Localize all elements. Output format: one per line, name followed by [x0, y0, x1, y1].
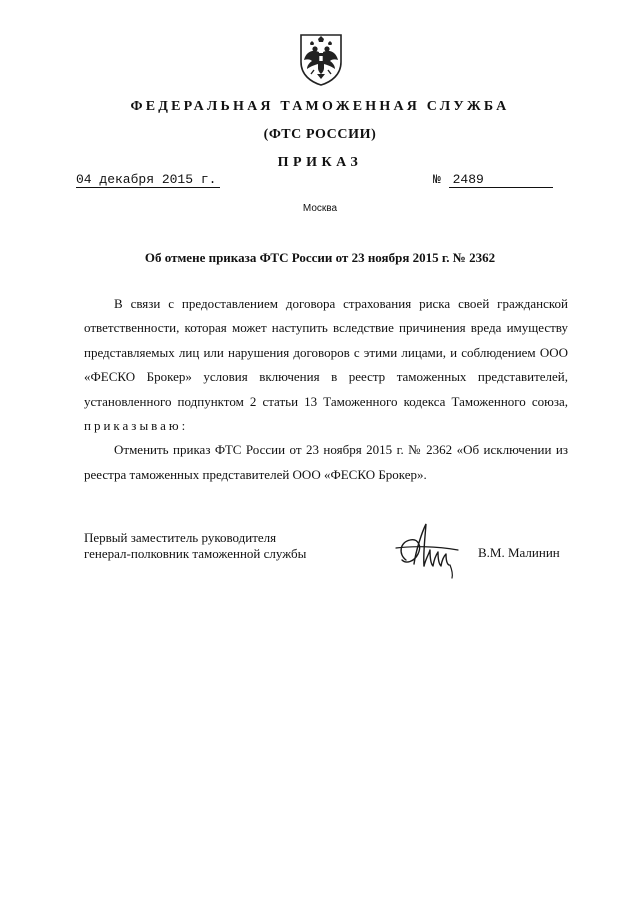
body-paragraph-1 — [84, 292, 568, 438]
body-paragraph-1-text: В связи с предоставлением договора страхования риска своей гражданской ответственности, которая может наступить вследствие причинения вреда имуществу представляемых лиц или нарушения договоров с этими лицами, и соблюдением ООО «ФЕСКО Брокер» условия включения в реестр таможенных представителей, установленного подпунктом 2 статьи 13 Таможенного кодекса Таможенного союза, — [84, 296, 568, 409]
signer-position-line-1: Первый заместитель руководителя — [84, 530, 277, 545]
order-subject: Об отмене приказа ФТС России от 23 ноября 2015 г. № 2362 — [144, 250, 496, 265]
russian-coat-of-arms-icon — [298, 32, 344, 86]
document-type: ПРИКАЗ — [277, 155, 363, 170]
order-word: приказываю: — [84, 418, 189, 434]
signer-position-line-2: генерал-полковник таможенной службы — [84, 546, 307, 561]
order-number-label: № — [433, 172, 441, 187]
order-body — [84, 292, 568, 487]
order-number-line — [433, 172, 566, 188]
handwritten-signature-icon — [392, 520, 462, 582]
city: Москва — [302, 203, 338, 214]
organization-short-name: (ФТС РОССИИ) — [263, 127, 377, 142]
organization-name: ФЕДЕРАЛЬНАЯ ТАМОЖЕННАЯ СЛУЖБА — [130, 99, 510, 114]
body-paragraph-2: Отменить приказ ФТС России от 23 ноября 2015 г. № 2362 «Об исключении из реестра таможенных представителей ООО «ФЕСКО Брокер». — [84, 442, 568, 482]
signer-position — [84, 530, 306, 562]
order-date: 04 декабря 2015 г. — [76, 172, 220, 188]
signer-name: В.М. Малинин — [478, 545, 560, 560]
order-number: 2489 — [449, 172, 553, 188]
